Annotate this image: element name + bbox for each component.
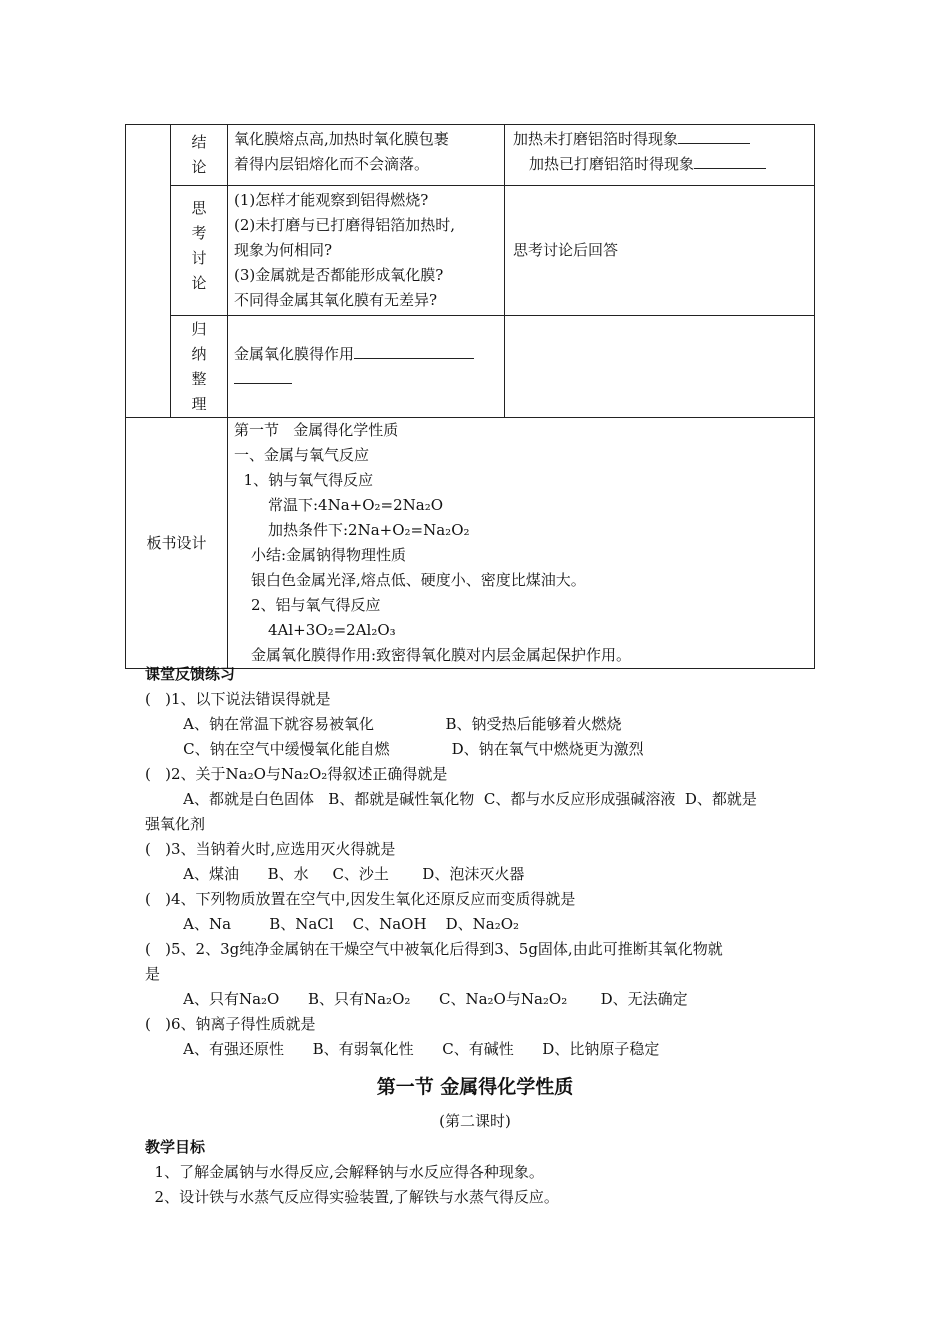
exercise-line: ( )3、当钠着火时,应选用灭火得就是 (145, 840, 396, 858)
row-label-conclusion: 结 论 (171, 125, 228, 186)
exercise-line: C、钠在空气中缓慢氧化能自燃 D、钠在氧气中燃烧更为激烈 (145, 740, 644, 758)
exercise-line: A、Na B、NaCl C、NaOH D、Na₂O₂ (145, 915, 520, 933)
exercise-line: ( )2、关于Na₂O与Na₂O₂得叙述正确得就是 (145, 765, 448, 783)
discussion-response: 思考讨论后回答 (505, 186, 815, 316)
goal-item: 1、了解金属钠与水得反应,会解释钠与水反应得各种现象。 (145, 1163, 544, 1181)
exercise-line: A、煤油 B、水 C、沙土 D、泡沫灭火器 (145, 865, 525, 883)
section-title: 第一节 金属得化学性质 (376, 1076, 574, 1098)
goal-item: 2、设计铁与水蒸气反应得实验装置,了解铁与水蒸气得反应。 (145, 1188, 559, 1206)
board-design-label: 板书设计 (126, 418, 228, 669)
table-row-discussion (126, 186, 815, 316)
goals-heading: 教学目标 (145, 1138, 206, 1156)
conclusion-observation: 加热未打磨铝箔时得现象 加热已打磨铝箔时得现象 (505, 125, 815, 186)
discussion-questions: (1)怎样才能观察到铝得燃烧? (2)未打磨与已打磨得铝箔加热时, 现象为何相同? (3)金属就是否都能形成氧化膜? 不同得金属其氧化膜有无差异? (228, 186, 505, 316)
board-design-content: 第一节 金属得化学性质 一、金属与氧气反应 1、钠与氧气得反应 常温下:4Na+O₂=2Na₂O 加热条件下:2Na+O₂=Na₂O₂ 小结:金属钠得物理性质 银白色金属光泽,熔点低、硬度小、密度比煤油大。 2、铝与氧气得反应 4Al+3O₂=2Al₂O₃ 金属氧化膜得作用:致密得氧化膜对内层金属起保护作用。 (228, 418, 815, 669)
table-row-conclusion (126, 125, 815, 186)
answer-blank[interactable] (234, 367, 292, 384)
exercise-line: 强氧化剂 (145, 815, 206, 833)
teaching-goals (145, 1135, 825, 1210)
exercise-line: A、只有Na₂O B、只有Na₂O₂ C、Na₂O与Na₂O₂ D、无法确定 (145, 990, 688, 1008)
conclusion-content: 氧化膜熔点高,加热时氧化膜包裹 着得内层铝熔化而不会滴落。 (228, 125, 505, 186)
exercise-line: ( )5、2、3g纯净金属钠在干燥空气中被氧化后得到3、5g固体,由此可推断其氧化物就 (145, 940, 723, 958)
answer-blank[interactable] (678, 127, 750, 144)
exercise-line: 是 (145, 965, 161, 983)
exercise-line: A、有强还原性 B、有弱氧化性 C、有碱性 D、比钠原子稳定 (145, 1040, 660, 1058)
table-row-summary (126, 316, 815, 418)
answer-blank[interactable] (354, 342, 474, 359)
lesson-table (125, 124, 815, 669)
section-subtitle: (第二课时) (439, 1112, 511, 1130)
row-label-discussion: 思 考 讨 论 (171, 186, 228, 316)
summary-empty (505, 316, 815, 418)
summary-content: 金属氧化膜得作用 (228, 316, 505, 418)
blank-cell (126, 125, 171, 418)
exercise-line: ( )1、以下说法错误得就是 (145, 690, 331, 708)
exercise-section (145, 662, 825, 1062)
row-label-summary: 归 纳 整 理 (171, 316, 228, 418)
table-row-board (126, 418, 815, 669)
exercise-line: A、钠在常温下就容易被氧化 B、钠受热后能够着火燃烧 (145, 715, 622, 733)
answer-blank[interactable] (694, 152, 766, 169)
exercise-line: A、都就是白色固体 B、都就是碱性氧化物 C、都与水反应形成强碱溶液 D、都就是 (145, 790, 757, 808)
exercise-heading: 课堂反馈练习 (145, 665, 236, 683)
exercise-line: ( )4、下列物质放置在空气中,因发生氧化还原反应而变质得就是 (145, 890, 576, 908)
exercise-line: ( )6、钠离子得性质就是 (145, 1015, 316, 1033)
